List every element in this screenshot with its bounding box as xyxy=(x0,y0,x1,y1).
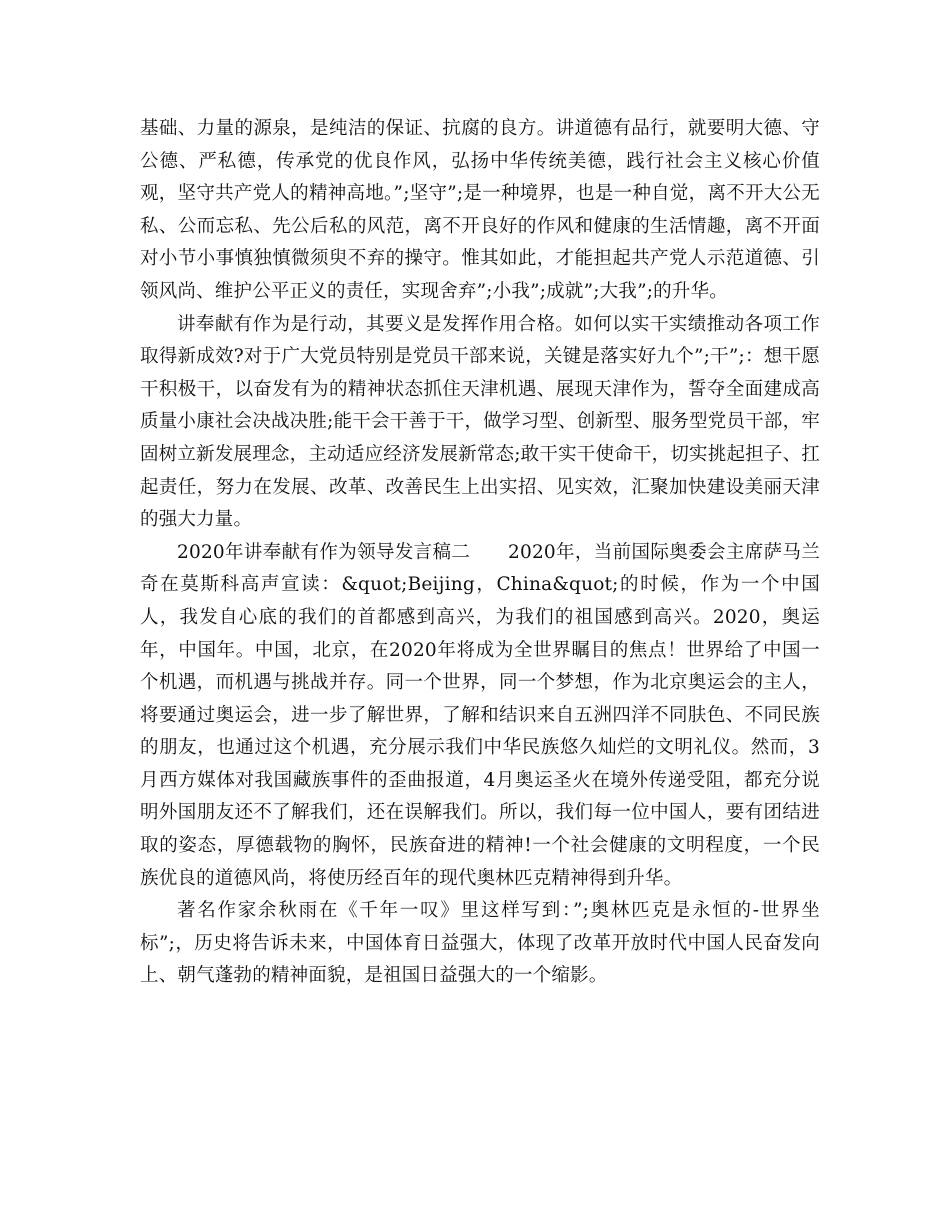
paragraph-3: 2020年讲奉献有作为领导发言稿二 2020年，当前国际奥委会主席萨马兰奇在莫斯科高声宣读：&quot;Beijing，China&quot;的时候，作为一个中国人，我发自心底的我们的首都感到高兴，为我们的祖国感到高兴。2020，奥运年，中国年。中国，北京，在2020年将成为全世界瞩目的焦点！世界给了中国一个机遇，而机遇与挑战并存。同一个世界，同一个梦想，作为北京奥运会的主人，将要通过奥运会，进一步了解世界，了解和结识来自五洲四洋不同肤色、不同民族的朋友，也通过这个机遇，充分展示我们中华民族悠久灿烂的文明礼仪。然而，3月西方媒体对我国藏族事件的歪曲报道，4月奥运圣火在境外传递受阻，都充分说明外国朋友还不了解我们，还在误解我们。所以，我们每一位中国人，要有团结进取的姿态，厚德载物的胸怀，民族奋进的精神!一个社会健康的文明程度，一个民族优良的道德风尚，将使历经百年的现代奥林匹克精神得到升华。 xyxy=(140,541,820,889)
document-body xyxy=(140,113,820,993)
paragraph-2: 讲奉献有作为是行动，其要义是发挥作用合格。如何以实干实绩推动各项工作取得新成效?对于广大党员特别是党员干部来说，关键是落实好九个”;干”;：想干愿干积极干，以奋发有为的精神状态抓住天津机遇、展现天津作为，誓夺全面建成高质量小康社会决战决胜;能干会干善于干，做学习型、创新型、服务型党员干部，牢固树立新发展理念，主动适应经济发展新常态;敢干实干使命干，切实挑起担子、扛起责任，努力在发展、改革、改善民生上出实招、见实效，汇聚加快建设美丽天津的强大力量。 xyxy=(140,313,820,531)
paragraph-4: 著名作家余秋雨在《千年一叹》里这样写到：”;奥林匹克是永恒的-世界坐标”;，历史将告诉未来，中国体育日益强大，体现了改革开放时代中国人民奋发向上、朝气蓬勃的精神面貌，是祖国日益强大的一个缩影。 xyxy=(140,900,821,987)
paragraph-1: 基础、力量的源泉，是纯洁的保证、抗腐的良方。讲道德有品行，就要明大德、守公德、严私德，传承党的优良作风，弘扬中华传统美德，践行社会主义核心价值观，坚守共产党人的精神高地。”;坚守”;是一种境界，也是一种自觉，离不开大公无私、公而忘私、先公后私的风范，离不开良好的作风和健康的生活情趣，离不开面对小节小事慎独慎微须臾不弃的操守。惟其如此，才能担起共产党人示范道德、引领风尚、维护公平正义的责任，实现舍弃”;小我”;成就”;大我”;的升华。 xyxy=(140,118,820,302)
